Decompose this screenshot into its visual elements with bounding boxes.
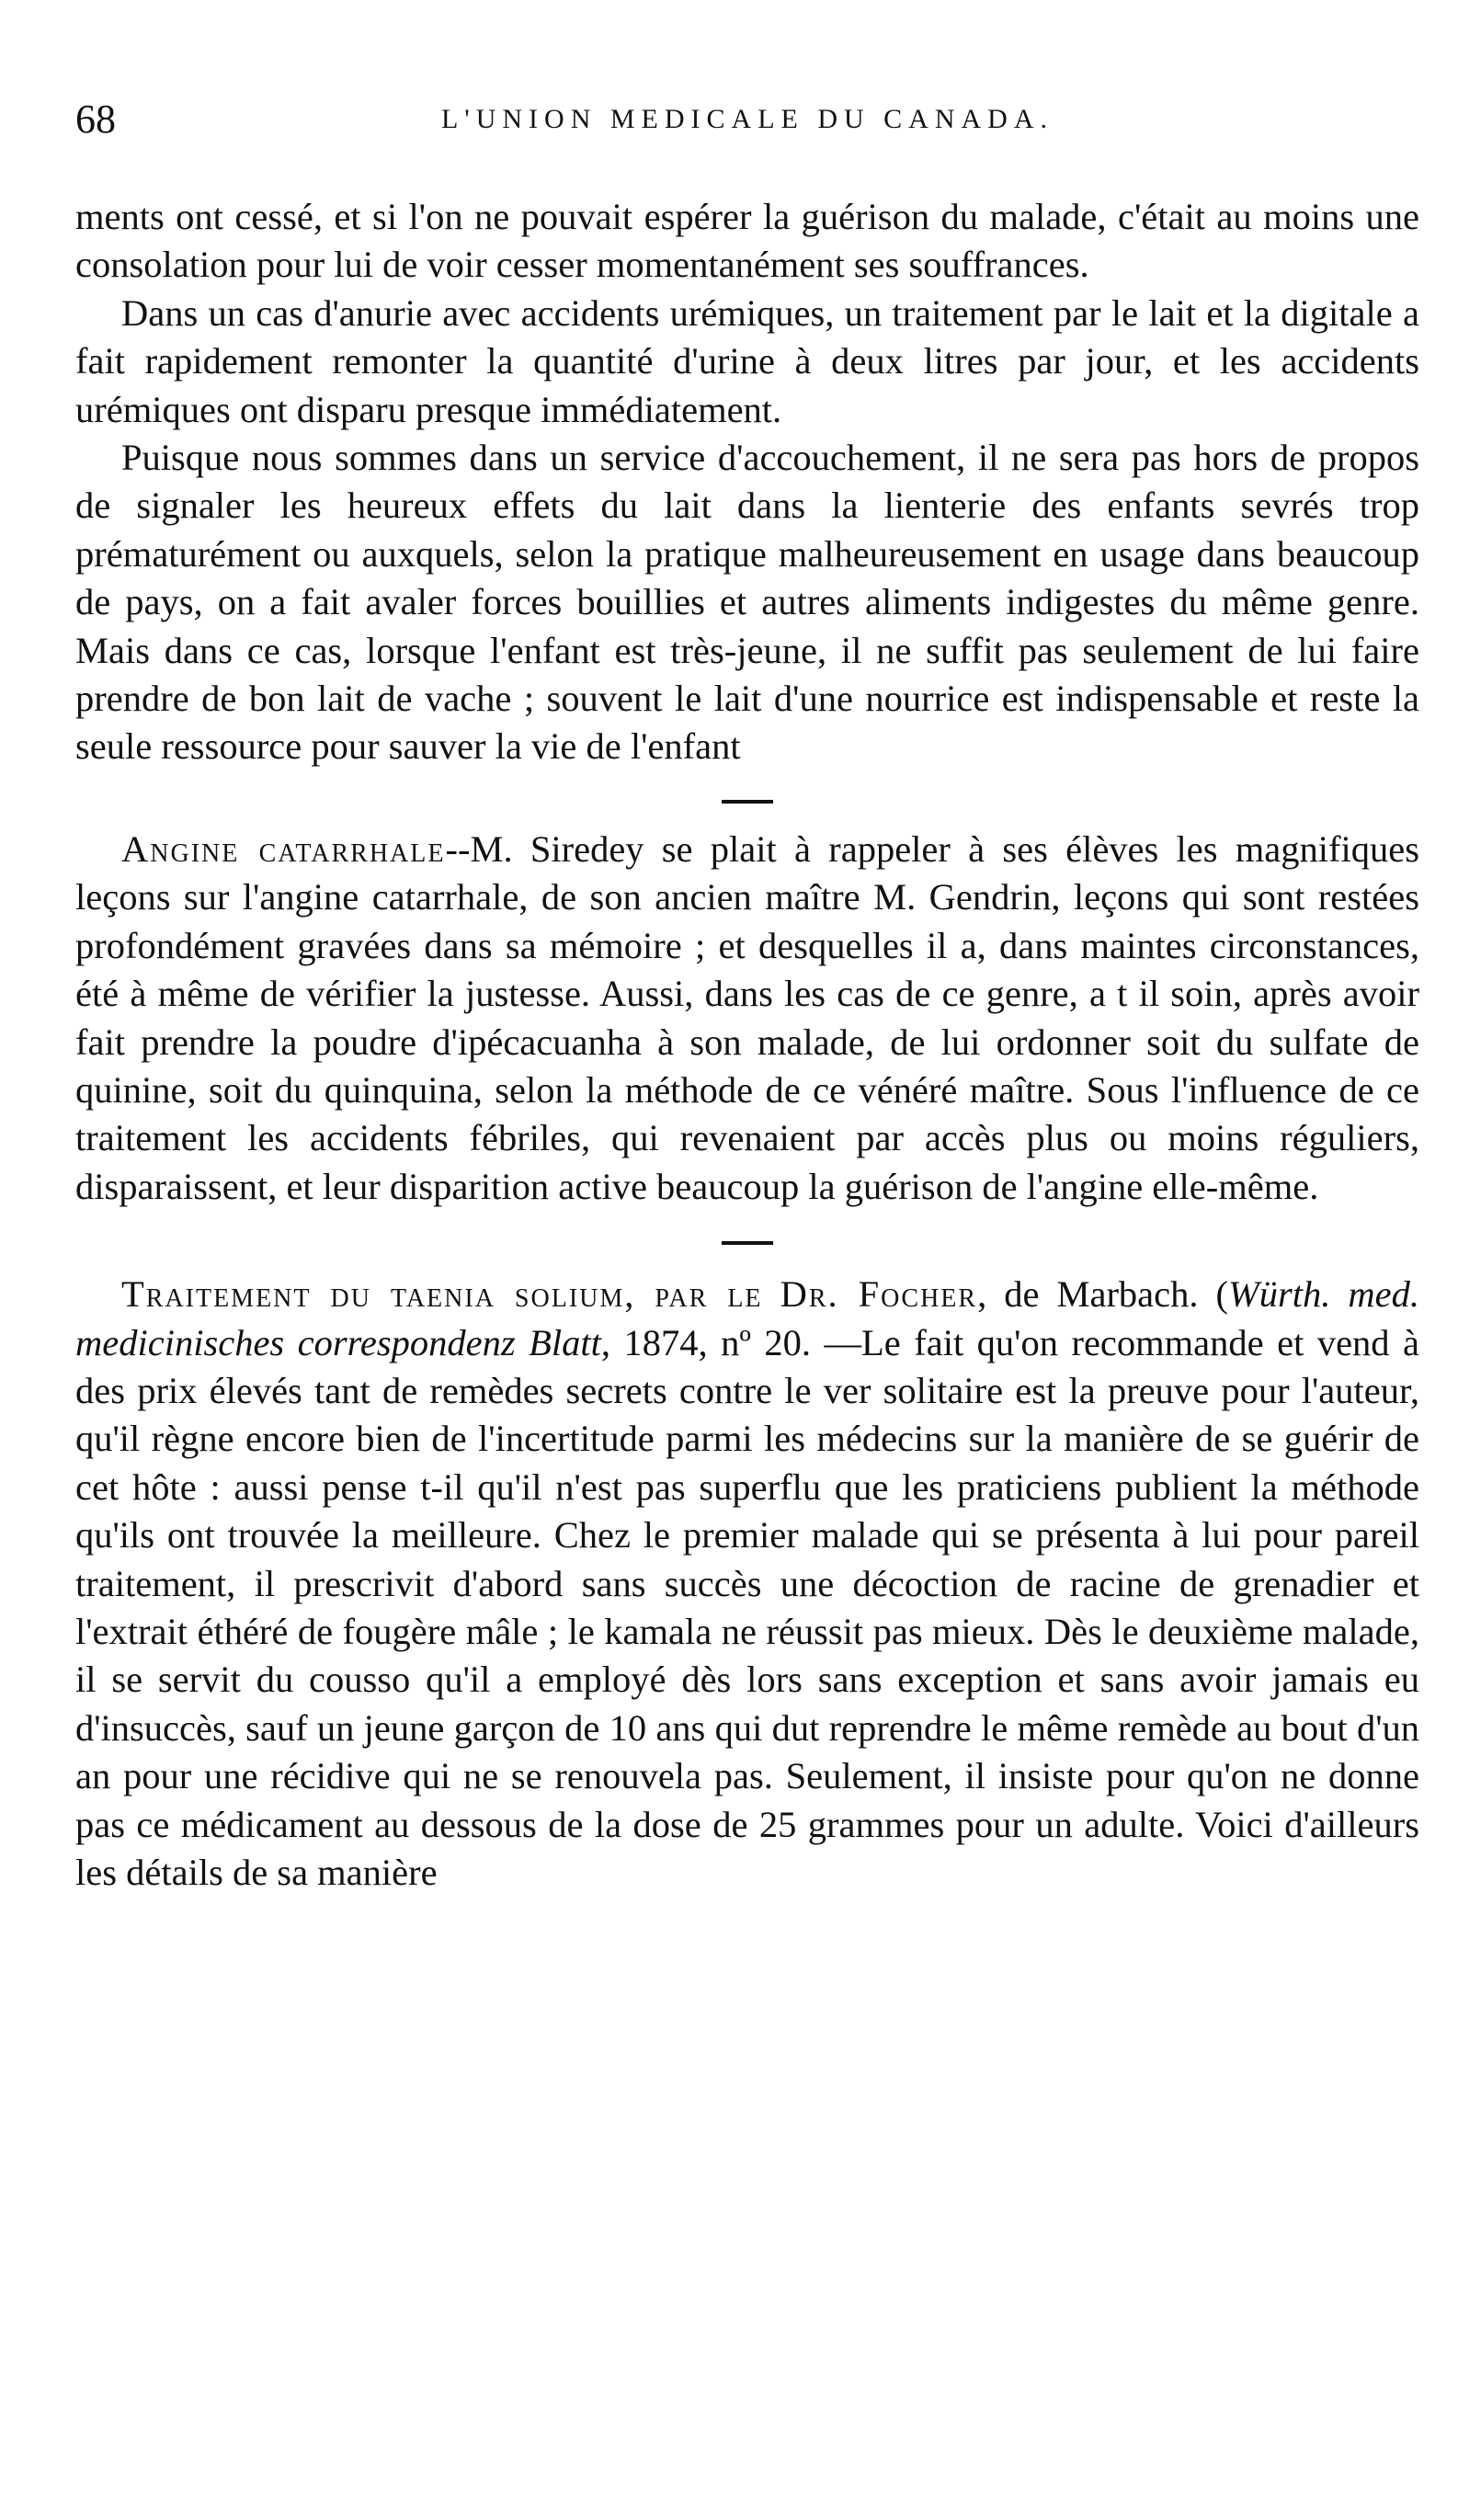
section-angine (75, 826, 1419, 1211)
section-text-taenia: —Le fait qu'on recommande et vend à des prix élevés tant de remèdes secrets contre le ver solitaire est la preuve pour l'auteur, qu'il règne encore bien de l'incertitude parmi les médecins sur la manière de se guérir de cet hôte : aussi pense t-il qu'il n'est pas superflu que les praticiens publient la méthode qu'ils ont trouvée la meilleure. Chez le premier malade qui se présenta à lui pour pareil traitement, il prescrivit d'abord sans succès une décoction de racine de grenadier et l'extrait éthéré de fougère mâle ; le kamala ne réussit pas mieux. Dès le deuxième malade, il se servit du cousso qu'il a employé dès lors sans exception et sans avoir jamais eu d'insuccès, sauf un jeune garçon de 10 ans qui dut reprendre le même remède au bout d'un an pour une récidive qui ne se renouvela pas. Seulement, il insiste pour qu'on ne donne pas ce médicament au dessous de la dose de 25 grammes pour un adulte. Voici d'ailleurs les détails de sa manière (75, 1321, 1420, 1893)
article-body (75, 193, 1419, 1897)
author-name: Dr. Focher (780, 1273, 978, 1316)
page-header (75, 90, 1419, 154)
running-title: L'UNION MEDICALE DU CANADA. (440, 104, 1054, 134)
journal-issue: , 1874, nº 20. (600, 1321, 812, 1363)
paragraph-anurie: Dans un cas d'anurie avec accidents urémiques, un traitement par le lait et la digitale a fait rapidement remonter la quantité d'urine à deux litres par jour, et les accidents urémiques ont disparu presque immédiatement. (75, 291, 1419, 430)
author-place: , de Marbach. ( (977, 1273, 1229, 1316)
section-text-angine: --M. Siredey se plait à rappeler à ses élèves les magnifiques leçons sur l'angine catarrhale, de son ancien maître M. Gendrin, leçons qui sont restées profondément gravées dans sa mémoire ; et desquelles il a, dans maintes circonstances, été à même de vérifier la justesse. Aussi, dans les cas de ce genre, a t il soin, après avoir fait prendre la poudre d'ipécacuanha à son malade, de lui ordonner soit du sulfate de quinine, soit du quinquina, selon la méthode de ce vénéré maître. Sous l'influence de ce traitement les accidents fébriles, qui revenaient par accès plus ou moins réguliers, disparaissent, et leur disparition active beaucoup la guérison de l'angine elle-même. (75, 827, 1419, 1207)
paragraph-lienterie: Puisque nous sommes dans un service d'accouchement, il ne sera pas hors de propos de signaler les heureux effets du lait dans la lienterie des enfants sevrés trop prématurément ou auxquels, selon la pratique malheureusement en usage dans beaucoup de pays, on a fait avaler forces bouillies et autres aliments indigestes du même genre. Mais dans ce cas, lorsque l'enfant est très-jeune, il ne suffit pas seulement de lui faire prendre de bon lait de vache ; souvent le lait d'une nourrice est indispensable et reste la seule ressource pour sauver la vie de l'enfant (75, 437, 1419, 768)
section-separator (722, 1241, 773, 1245)
page-number: 68 (75, 97, 116, 142)
section-title-taenia: Traitement du taenia solium, par le (121, 1273, 763, 1316)
journal-title: Würth. med. medicinisches correspondenz Blatt (75, 1273, 1420, 1363)
section-separator (722, 800, 773, 804)
paragraph-cessation: ments ont cessé, et si l'on ne pouvait espérer la guérison du malade, c'était au moins une consolation pour lui de voir cesser momentanément ses souffrances. (75, 196, 1419, 286)
section-taenia (75, 1271, 1419, 1897)
section-title-angine: Angine catarrhale (121, 827, 446, 870)
